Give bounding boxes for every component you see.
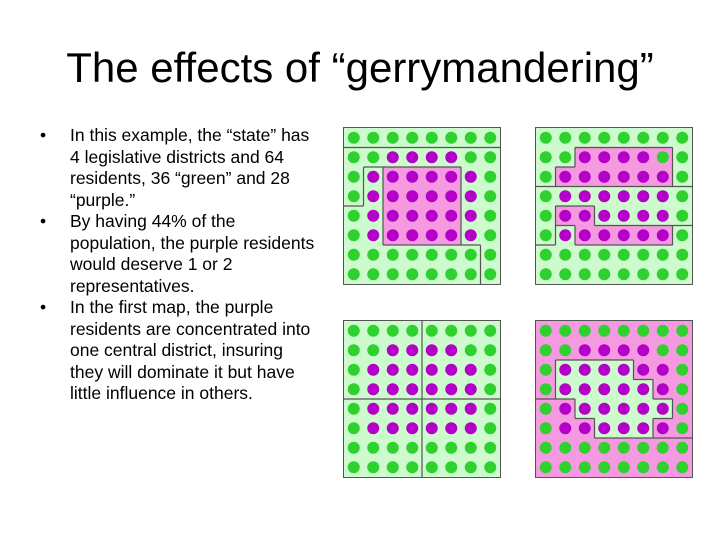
purple-resident-dot	[465, 364, 477, 376]
purple-resident-dot	[387, 210, 399, 222]
purple-resident-dot	[387, 383, 399, 395]
green-resident-dot	[598, 325, 610, 337]
purple-resident-dot	[426, 151, 438, 163]
purple-resident-dot	[579, 190, 591, 202]
green-resident-dot	[540, 325, 552, 337]
purple-resident-dot	[406, 229, 418, 241]
green-resident-dot	[348, 383, 360, 395]
green-resident-dot	[484, 190, 496, 202]
purple-resident-dot	[598, 229, 610, 241]
purple-resident-dot	[618, 403, 630, 415]
green-resident-dot	[540, 442, 552, 454]
purple-resident-dot	[579, 383, 591, 395]
green-resident-dot	[540, 151, 552, 163]
green-resident-dot	[559, 461, 571, 473]
green-resident-dot	[657, 132, 669, 144]
purple-resident-dot	[559, 190, 571, 202]
green-resident-dot	[465, 249, 477, 261]
green-resident-dot	[484, 171, 496, 183]
green-resident-dot	[540, 403, 552, 415]
purple-resident-dot	[637, 210, 649, 222]
purple-resident-dot	[445, 364, 457, 376]
purple-resident-dot	[406, 403, 418, 415]
green-resident-dot	[579, 132, 591, 144]
green-resident-dot	[426, 132, 438, 144]
green-resident-dot	[676, 190, 688, 202]
green-resident-dot	[618, 325, 630, 337]
purple-resident-dot	[426, 422, 438, 434]
purple-resident-dot	[598, 383, 610, 395]
green-resident-dot	[598, 461, 610, 473]
purple-resident-dot	[387, 171, 399, 183]
purple-resident-dot	[387, 229, 399, 241]
green-resident-dot	[367, 461, 379, 473]
green-resident-dot	[445, 268, 457, 280]
green-resident-dot	[579, 249, 591, 261]
green-resident-dot	[579, 461, 591, 473]
green-resident-dot	[387, 132, 399, 144]
green-resident-dot	[348, 229, 360, 241]
green-resident-dot	[618, 249, 630, 261]
green-resident-dot	[426, 325, 438, 337]
purple-resident-dot	[367, 190, 379, 202]
green-resident-dot	[676, 171, 688, 183]
green-resident-dot	[598, 132, 610, 144]
purple-resident-dot	[657, 383, 669, 395]
purple-resident-dot	[465, 210, 477, 222]
green-resident-dot	[657, 344, 669, 356]
purple-resident-dot	[406, 151, 418, 163]
green-resident-dot	[559, 325, 571, 337]
green-resident-dot	[484, 442, 496, 454]
green-resident-dot	[348, 190, 360, 202]
purple-resident-dot	[445, 229, 457, 241]
green-resident-dot	[387, 325, 399, 337]
green-resident-dot	[540, 422, 552, 434]
green-resident-dot	[348, 268, 360, 280]
green-resident-dot	[387, 461, 399, 473]
purple-resident-dot	[426, 383, 438, 395]
green-resident-dot	[598, 249, 610, 261]
green-resident-dot	[657, 442, 669, 454]
green-resident-dot	[387, 249, 399, 261]
green-resident-dot	[465, 268, 477, 280]
green-resident-dot	[484, 151, 496, 163]
green-resident-dot	[540, 210, 552, 222]
purple-resident-dot	[618, 190, 630, 202]
green-resident-dot	[559, 249, 571, 261]
purple-resident-dot	[637, 151, 649, 163]
green-resident-dot	[676, 383, 688, 395]
green-resident-dot	[676, 461, 688, 473]
purple-resident-dot	[426, 364, 438, 376]
purple-resident-dot	[598, 364, 610, 376]
purple-resident-dot	[618, 151, 630, 163]
green-resident-dot	[484, 461, 496, 473]
green-resident-dot	[637, 268, 649, 280]
purple-resident-dot	[559, 422, 571, 434]
green-resident-dot	[367, 268, 379, 280]
bullet-item	[30, 297, 320, 405]
bullet-text: In the first map, the purple residents are concentrated into one central district, insuring they will dominate it but have little influence in others.	[70, 297, 311, 403]
green-resident-dot	[676, 268, 688, 280]
purple-resident-dot	[426, 344, 438, 356]
district-map-1	[343, 127, 501, 285]
green-resident-dot	[559, 268, 571, 280]
purple-resident-dot	[598, 151, 610, 163]
green-resident-dot	[676, 229, 688, 241]
map-canvas	[344, 321, 500, 477]
green-resident-dot	[579, 442, 591, 454]
purple-resident-dot	[465, 171, 477, 183]
purple-resident-dot	[445, 210, 457, 222]
purple-resident-dot	[406, 171, 418, 183]
green-resident-dot	[598, 442, 610, 454]
green-resident-dot	[579, 325, 591, 337]
purple-resident-dot	[618, 422, 630, 434]
purple-resident-dot	[406, 210, 418, 222]
green-resident-dot	[598, 268, 610, 280]
green-resident-dot	[367, 325, 379, 337]
green-resident-dot	[637, 249, 649, 261]
green-resident-dot	[618, 461, 630, 473]
green-resident-dot	[406, 325, 418, 337]
green-resident-dot	[348, 325, 360, 337]
green-resident-dot	[367, 132, 379, 144]
green-resident-dot	[618, 442, 630, 454]
purple-resident-dot	[618, 210, 630, 222]
purple-resident-dot	[387, 364, 399, 376]
purple-resident-dot	[559, 171, 571, 183]
green-resident-dot	[445, 442, 457, 454]
purple-resident-dot	[465, 190, 477, 202]
purple-resident-dot	[598, 344, 610, 356]
purple-resident-dot	[465, 229, 477, 241]
green-resident-dot	[484, 364, 496, 376]
green-resident-dot	[426, 268, 438, 280]
purple-resident-dot	[367, 171, 379, 183]
green-resident-dot	[465, 461, 477, 473]
green-resident-dot	[406, 249, 418, 261]
green-resident-dot	[406, 268, 418, 280]
purple-resident-dot	[637, 190, 649, 202]
green-resident-dot	[348, 364, 360, 376]
green-resident-dot	[676, 210, 688, 222]
green-resident-dot	[540, 190, 552, 202]
green-resident-dot	[367, 151, 379, 163]
green-resident-dot	[465, 132, 477, 144]
green-resident-dot	[676, 422, 688, 434]
green-resident-dot	[484, 325, 496, 337]
purple-resident-dot	[579, 210, 591, 222]
green-resident-dot	[676, 442, 688, 454]
purple-resident-dot	[445, 422, 457, 434]
purple-resident-dot	[445, 190, 457, 202]
purple-resident-dot	[618, 364, 630, 376]
bullet-marker: •	[40, 297, 47, 317]
slide-title: The effects of “gerrymandering”	[66, 44, 654, 91]
green-resident-dot	[637, 325, 649, 337]
green-resident-dot	[676, 403, 688, 415]
purple-resident-dot	[559, 383, 571, 395]
green-resident-dot	[657, 325, 669, 337]
green-resident-dot	[657, 249, 669, 261]
green-resident-dot	[465, 344, 477, 356]
green-resident-dot	[406, 461, 418, 473]
purple-resident-dot	[657, 422, 669, 434]
purple-resident-dot	[367, 422, 379, 434]
green-resident-dot	[559, 151, 571, 163]
purple-resident-dot	[618, 383, 630, 395]
purple-resident-dot	[445, 344, 457, 356]
purple-resident-dot	[579, 344, 591, 356]
green-resident-dot	[559, 344, 571, 356]
bullet-item	[30, 211, 320, 297]
purple-resident-dot	[465, 403, 477, 415]
bullet-list	[30, 125, 320, 405]
green-resident-dot	[540, 344, 552, 356]
green-resident-dot	[618, 132, 630, 144]
green-resident-dot	[348, 171, 360, 183]
purple-resident-dot	[657, 364, 669, 376]
green-resident-dot	[540, 383, 552, 395]
green-resident-dot	[387, 442, 399, 454]
green-resident-dot	[618, 268, 630, 280]
green-resident-dot	[540, 461, 552, 473]
green-resident-dot	[445, 249, 457, 261]
bullet-marker: •	[40, 211, 47, 231]
green-resident-dot	[676, 151, 688, 163]
purple-resident-dot	[637, 364, 649, 376]
green-resident-dot	[540, 171, 552, 183]
purple-resident-dot	[657, 210, 669, 222]
green-resident-dot	[348, 132, 360, 144]
green-resident-dot	[676, 325, 688, 337]
green-resident-dot	[484, 422, 496, 434]
green-resident-dot	[387, 268, 399, 280]
purple-resident-dot	[637, 383, 649, 395]
green-resident-dot	[348, 403, 360, 415]
green-resident-dot	[637, 132, 649, 144]
green-resident-dot	[676, 344, 688, 356]
green-resident-dot	[540, 229, 552, 241]
green-resident-dot	[540, 132, 552, 144]
purple-resident-dot	[406, 344, 418, 356]
green-resident-dot	[484, 249, 496, 261]
green-resident-dot	[406, 442, 418, 454]
purple-resident-dot	[445, 151, 457, 163]
purple-resident-dot	[367, 403, 379, 415]
green-resident-dot	[426, 249, 438, 261]
purple-resident-dot	[406, 383, 418, 395]
bullet-text: By having 44% of the population, the purple residents would deserve 1 or 2 representatives.	[70, 211, 315, 296]
purple-resident-dot	[657, 403, 669, 415]
green-resident-dot	[484, 403, 496, 415]
purple-resident-dot	[426, 171, 438, 183]
purple-resident-dot	[367, 210, 379, 222]
green-resident-dot	[540, 268, 552, 280]
green-resident-dot	[540, 364, 552, 376]
district-map-3	[343, 320, 501, 478]
green-resident-dot	[676, 132, 688, 144]
purple-resident-dot	[426, 210, 438, 222]
green-resident-dot	[579, 268, 591, 280]
green-resident-dot	[637, 461, 649, 473]
map-canvas	[344, 128, 500, 284]
purple-resident-dot	[406, 364, 418, 376]
purple-resident-dot	[367, 383, 379, 395]
purple-resident-dot	[598, 190, 610, 202]
green-resident-dot	[465, 442, 477, 454]
bullet-text: In this example, the “state” has 4 legislative districts and 64 residents, 36 “green” and 28 “purple.”	[70, 125, 310, 210]
purple-resident-dot	[579, 151, 591, 163]
district-map-2	[535, 127, 693, 285]
purple-resident-dot	[387, 422, 399, 434]
map-canvas	[536, 321, 692, 477]
purple-resident-dot	[465, 383, 477, 395]
green-resident-dot	[445, 325, 457, 337]
purple-resident-dot	[598, 403, 610, 415]
purple-resident-dot	[559, 364, 571, 376]
purple-resident-dot	[657, 190, 669, 202]
purple-resident-dot	[426, 403, 438, 415]
purple-resident-dot	[445, 383, 457, 395]
purple-resident-dot	[426, 190, 438, 202]
green-resident-dot	[657, 268, 669, 280]
purple-resident-dot	[637, 403, 649, 415]
bullet-marker: •	[40, 125, 47, 145]
green-resident-dot	[465, 325, 477, 337]
purple-resident-dot	[367, 229, 379, 241]
purple-resident-dot	[637, 229, 649, 241]
green-resident-dot	[445, 461, 457, 473]
purple-resident-dot	[406, 190, 418, 202]
purple-resident-dot	[618, 344, 630, 356]
purple-resident-dot	[426, 229, 438, 241]
green-resident-dot	[484, 344, 496, 356]
green-resident-dot	[484, 383, 496, 395]
green-resident-dot	[426, 461, 438, 473]
purple-resident-dot	[637, 344, 649, 356]
green-resident-dot	[406, 132, 418, 144]
green-resident-dot	[676, 364, 688, 376]
green-resident-dot	[540, 249, 552, 261]
green-resident-dot	[348, 344, 360, 356]
purple-resident-dot	[367, 364, 379, 376]
purple-resident-dot	[387, 151, 399, 163]
purple-resident-dot	[618, 171, 630, 183]
purple-resident-dot	[406, 422, 418, 434]
purple-resident-dot	[579, 422, 591, 434]
purple-resident-dot	[657, 171, 669, 183]
purple-resident-dot	[559, 403, 571, 415]
purple-resident-dot	[387, 403, 399, 415]
map-canvas	[536, 128, 692, 284]
green-resident-dot	[348, 461, 360, 473]
green-resident-dot	[657, 151, 669, 163]
green-resident-dot	[484, 210, 496, 222]
purple-resident-dot	[387, 190, 399, 202]
green-resident-dot	[348, 151, 360, 163]
purple-resident-dot	[637, 422, 649, 434]
green-resident-dot	[559, 442, 571, 454]
purple-resident-dot	[579, 403, 591, 415]
green-resident-dot	[559, 132, 571, 144]
green-resident-dot	[348, 442, 360, 454]
green-resident-dot	[465, 151, 477, 163]
purple-resident-dot	[598, 210, 610, 222]
purple-resident-dot	[579, 171, 591, 183]
purple-resident-dot	[445, 403, 457, 415]
purple-resident-dot	[387, 344, 399, 356]
purple-resident-dot	[598, 422, 610, 434]
green-resident-dot	[637, 442, 649, 454]
purple-resident-dot	[637, 171, 649, 183]
purple-resident-dot	[445, 171, 457, 183]
green-resident-dot	[676, 249, 688, 261]
green-resident-dot	[484, 229, 496, 241]
green-resident-dot	[657, 461, 669, 473]
purple-resident-dot	[559, 229, 571, 241]
district-map-4	[535, 320, 693, 478]
purple-resident-dot	[618, 229, 630, 241]
green-resident-dot	[445, 132, 457, 144]
purple-resident-dot	[598, 171, 610, 183]
purple-resident-dot	[579, 229, 591, 241]
purple-resident-dot	[579, 364, 591, 376]
green-resident-dot	[367, 344, 379, 356]
green-resident-dot	[348, 422, 360, 434]
bullet-item	[30, 125, 320, 211]
purple-resident-dot	[559, 210, 571, 222]
purple-resident-dot	[657, 229, 669, 241]
green-resident-dot	[484, 268, 496, 280]
green-resident-dot	[367, 249, 379, 261]
purple-resident-dot	[465, 422, 477, 434]
green-resident-dot	[348, 249, 360, 261]
green-resident-dot	[484, 132, 496, 144]
green-resident-dot	[426, 442, 438, 454]
green-resident-dot	[367, 442, 379, 454]
green-resident-dot	[348, 210, 360, 222]
